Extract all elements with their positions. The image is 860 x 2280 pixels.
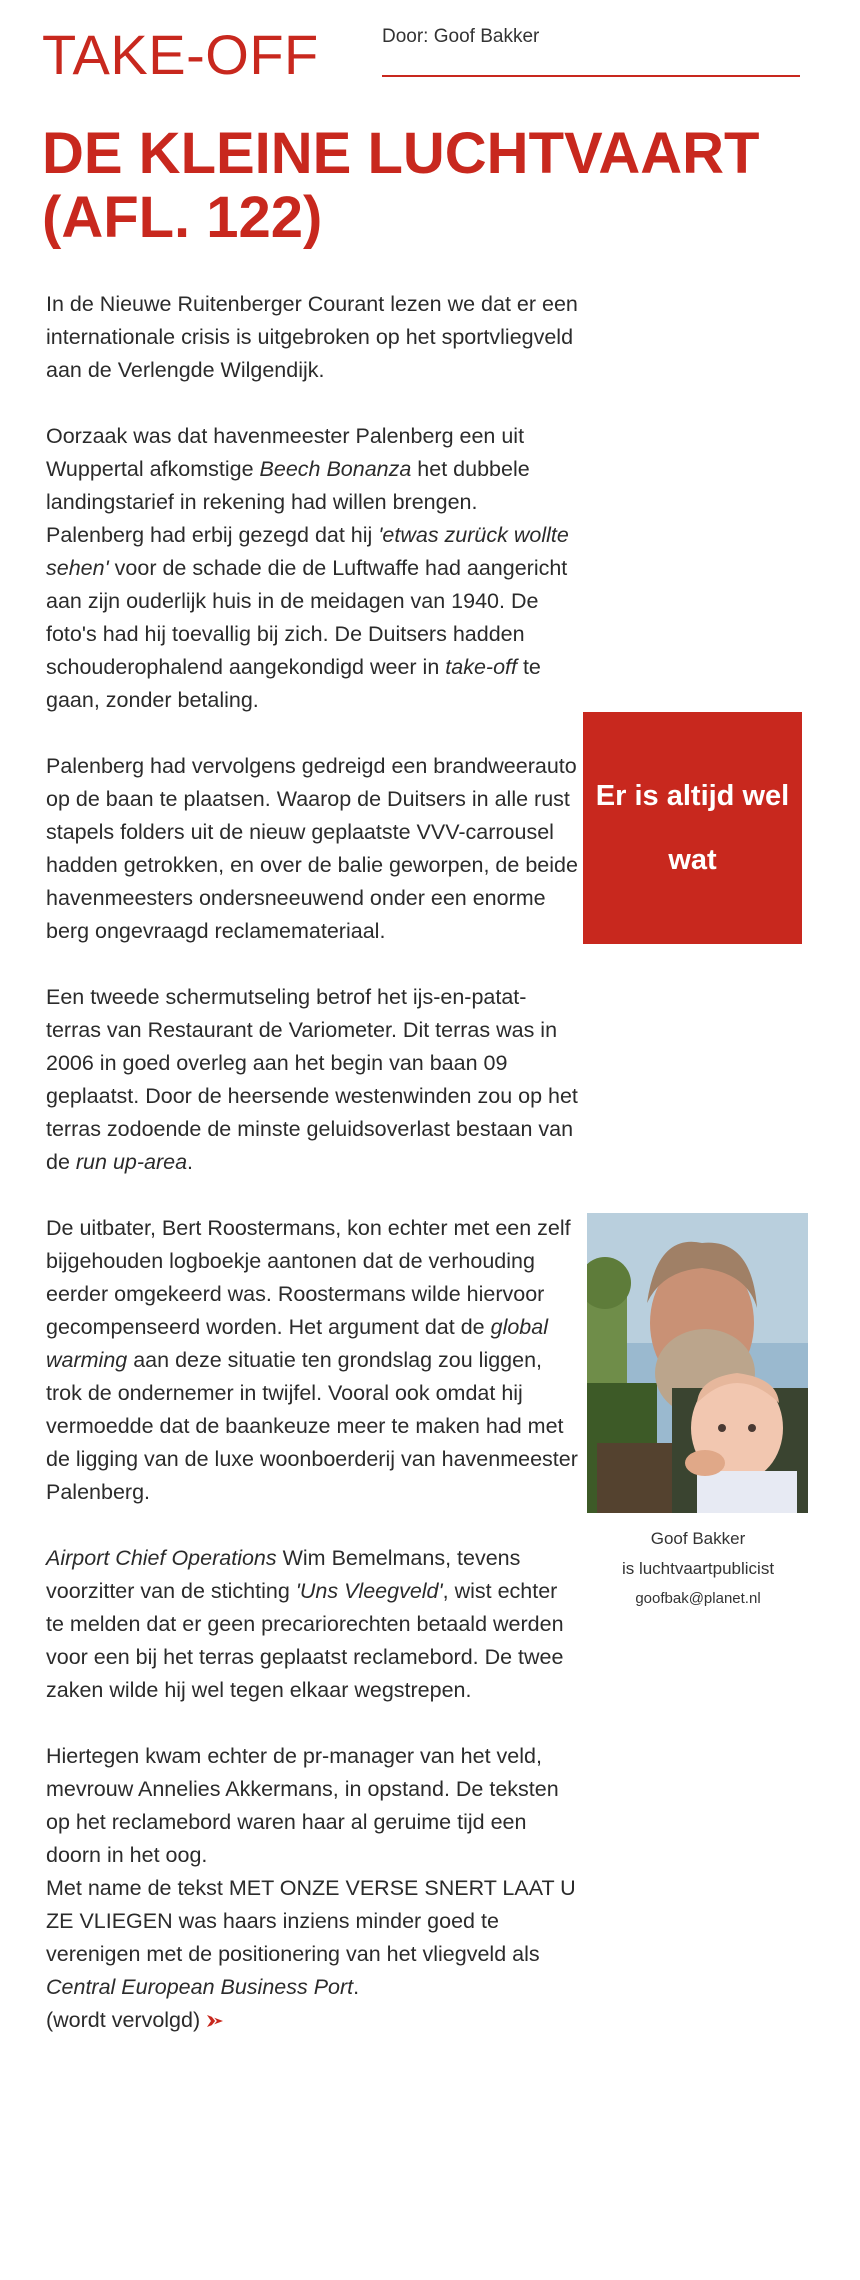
- paragraph-text: Oorzaak was dat havenmeester Palenberg een uit Wuppertal afkomstige: [46, 424, 525, 481]
- paragraph-text: Hiertegen kwam echter de pr-manager van het veld, mevrouw Annelies Akkermans, in opstand. De teksten op het reclamebord waren haar al geruime tijd een doorn in het oog.: [46, 1744, 559, 1867]
- author-email: goofbak@planet.nl: [635, 1590, 761, 1607]
- paragraph-text: aan deze situatie ten grondslag zou liggen, trok de ondernemer in twijfel. Vooral ook omdat hij vermoedde dat de baankeuze meer te maken had met de ligging van de luxe woonboerderij van havenmeester Palenberg.: [46, 1348, 578, 1504]
- paragraph-text: Palenberg had vervolgens gedreigd een brandweerauto op de baan te plaatsen. Waarop de Duitsers in alle rust stapels folders uit de nieuw geplaatste VVV-carrousel hadden getrokken, en over de balie geworpen, de beide havenmeesters ondersneeuwend onder een enorme berg ongevraagd reclamemateriaal.: [46, 754, 578, 943]
- paragraph-text: het dubbele landingstarief in rekening had willen brengen. Palenberg had erbij gezegd dat hij: [46, 457, 530, 547]
- paragraph-1: [46, 288, 578, 387]
- paragraph-2: [46, 420, 578, 717]
- paragraph-text: .: [187, 1150, 194, 1174]
- article-body: [46, 288, 578, 2070]
- paragraph-text: In de Nieuwe Ruitenberger Courant lezen we dat er een internationale crisis is uitgebroken op het sportvliegveld aan de Verlengde Wilgendijk.: [46, 292, 578, 382]
- pullquote-text: Er is altijd wel wat: [595, 780, 790, 876]
- paragraph-3: [46, 750, 578, 948]
- section-label: TAKE-OFF: [42, 23, 319, 86]
- italic-term: take-off: [445, 655, 517, 679]
- italic-term: Airport Chief Operations: [46, 1546, 277, 1570]
- author-photo: [587, 1213, 808, 1513]
- paragraph-8: [46, 1872, 578, 2037]
- paragraph-5: [46, 1212, 578, 1509]
- airplane-end-mark-icon: [206, 2006, 224, 2022]
- paragraph-text: Met name de tekst MET ONZE VERSE SNERT LAAT U ZE VLIEGEN was haars inziens minder goed te verenigen met de positionering van het vliegveld als: [46, 1876, 576, 1966]
- paragraph-text: voor de schade die de Luftwaffe had aangericht aan zijn ouderlijk huis in de meidagen van 1940. De foto's had hij toevallig bij zich. De Duitsers hadden schouderophalend aangekondigd weer in: [46, 556, 568, 679]
- title-line-2: (AFL. 122): [42, 185, 323, 250]
- author-photo-illustration: [587, 1213, 808, 1513]
- pullquote-box: [583, 712, 802, 944]
- author-caption: [583, 1524, 813, 1614]
- paragraph-6: [46, 1542, 578, 1707]
- italic-term: run up-area: [75, 1150, 188, 1174]
- paragraph-7: [46, 1740, 578, 1872]
- paragraph-4: [46, 981, 578, 1179]
- italic-term: Beech Bonanza: [259, 457, 412, 481]
- author-role: is luchtvaartpublicist: [621, 1559, 775, 1578]
- paragraph-text: Wim Bemelmans, tevens voorzitter van de stichting: [46, 1546, 521, 1603]
- article-title: [42, 122, 802, 250]
- paragraph-text: , wist echter te melden dat er geen precariorechten betaald werden voor een bij het terras geplaatst reclamebord. De twee zaken wilde hij wel tegen elkaar wegstrepen.: [46, 1579, 564, 1702]
- paragraph-text: te gaan, zonder betaling.: [46, 655, 541, 712]
- byline-rule: [382, 75, 800, 77]
- paragraph-text: .: [353, 1975, 360, 1999]
- paragraph-text: Een tweede schermutseling betrof het ijs-en-patat-terras van Restaurant de Variometer. Dit terras was in 2006 in goed overleg aan het begin van baan 09 geplaatst. Door de heersende westenwinden zou op het terras zodoende de minste geluidsoverlast bestaan van de: [46, 985, 578, 1174]
- title-line-1: DE KLEINE LUCHTVAART: [42, 121, 760, 186]
- continued-note: (wordt vervolgd): [46, 2008, 201, 2032]
- italic-term: global warming: [46, 1315, 548, 1372]
- author-name: Goof Bakker: [650, 1529, 746, 1548]
- paragraph-text: De uitbater, Bert Roostermans, kon echter met een zelf bijgehouden logboekje aantonen dat de verhouding eerder omgekeerd was. Roostermans wilde hiervoor gecompenseerd worden. Het argument dat de: [46, 1216, 571, 1339]
- italic-quote: 'etwas zurück wollte sehen': [46, 523, 569, 580]
- italic-term: Central European Business Port: [46, 1975, 354, 1999]
- byline: Door: Goof Bakker: [382, 26, 540, 47]
- italic-quote: 'Uns Vleegveld': [295, 1579, 443, 1603]
